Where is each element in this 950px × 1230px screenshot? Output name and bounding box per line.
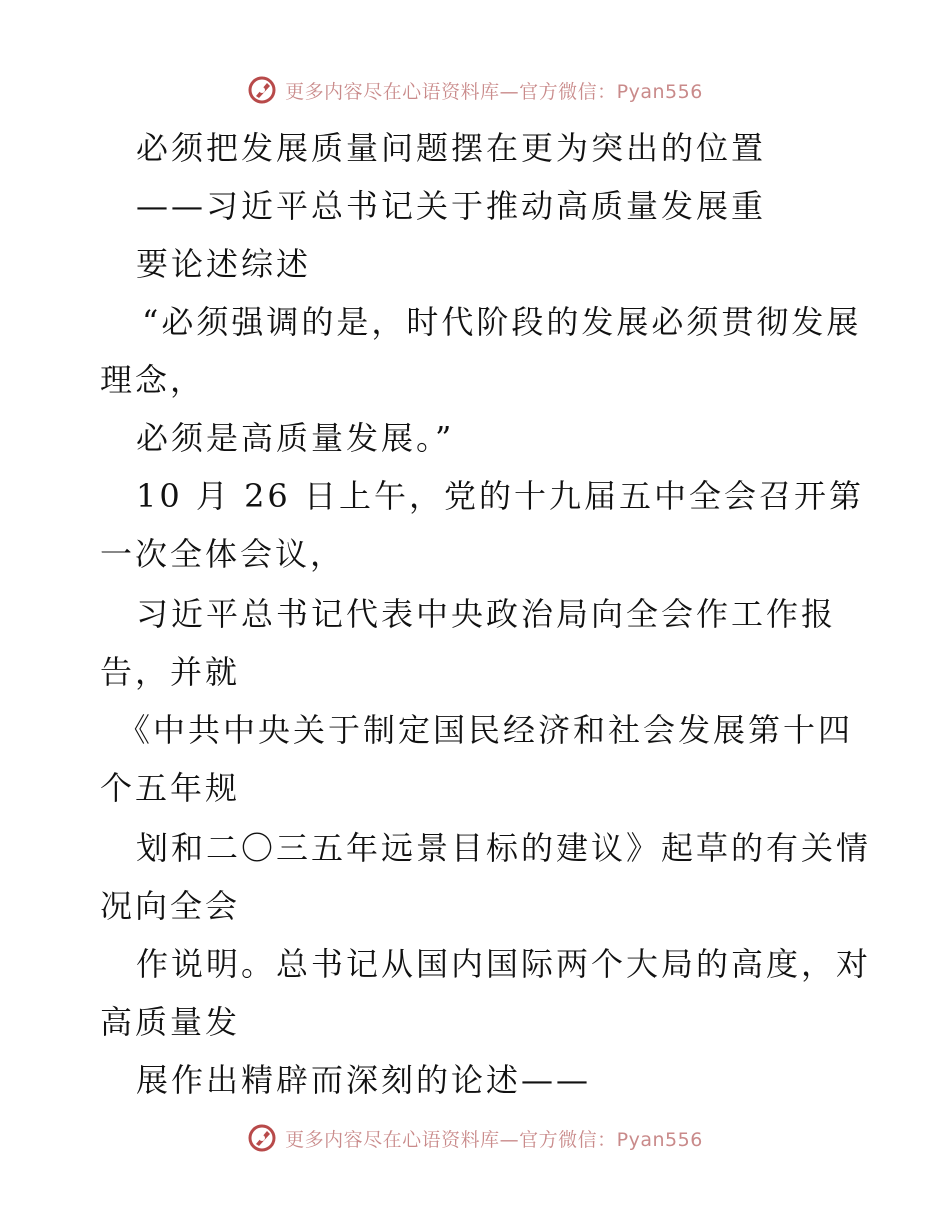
watermark-text: 更多内容尽在心语资料库—官方微信：Pyan556 [285, 1128, 703, 1151]
title-line: 必须把发展质量问题摆在更为突出的位置 [136, 129, 767, 167]
pen-logo-icon [247, 75, 277, 105]
watermark-text: 更多内容尽在心语资料库—官方微信：Pyan556 [285, 80, 703, 103]
paragraph-line: 一次全体会议， [100, 535, 346, 573]
paragraph-line: 展作出精辟而深刻的论述—— [136, 1061, 592, 1099]
watermark-header [0, 70, 950, 110]
paragraph-line: “必须强调的是，时代阶段的发展必须贯彻发展 [142, 303, 862, 341]
paragraph-line: 况向全会 [100, 887, 241, 925]
paragraph-line: 个五年规 [100, 769, 241, 807]
watermark-footer [0, 1118, 950, 1158]
paragraph-line: 必须是高质量发展。” [136, 419, 455, 457]
pen-logo-icon [247, 1123, 277, 1153]
paragraph-line: 高质量发 [100, 1003, 241, 1041]
paragraph-line: 10 月 26 日上午，党的十九届五中全会召开第 [136, 477, 864, 515]
paragraph-line: 理念， [100, 361, 206, 399]
paragraph-line: 习近平总书记代表中央政治局向全会作工作报 [136, 595, 837, 633]
paragraph-line: 告，并就 [100, 653, 241, 691]
paragraph-line: 划和二〇三五年远景目标的建议》起草的有关情 [136, 829, 872, 867]
title-line: ——习近平总书记关于推动高质量发展重 [136, 187, 767, 225]
paragraph-line: 作说明。总书记从国内国际两个大局的高度，对 [136, 945, 872, 983]
title-line: 要论述综述 [136, 245, 312, 283]
paragraph-line: 《中共中央关于制定国民经济和社会发展第十四 [118, 711, 854, 749]
